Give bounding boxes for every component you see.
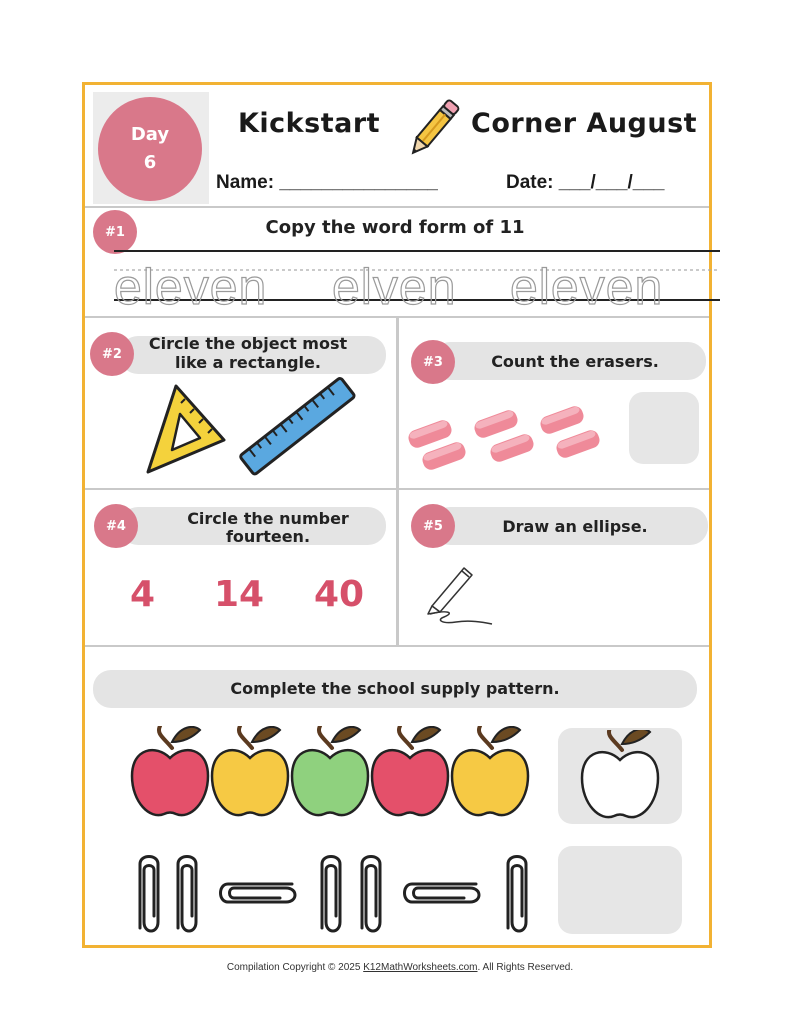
eraser-icon — [406, 418, 454, 450]
q4-prompt-line2: fourteen. — [225, 527, 311, 546]
day-number: 6 — [143, 152, 157, 173]
q3-prompt: Count the erasers. — [491, 352, 659, 371]
q1-badge: #1 — [93, 210, 137, 254]
eraser-icon — [538, 404, 586, 436]
trace-word-2: elven — [332, 259, 457, 315]
paperclip-icon — [178, 857, 196, 932]
pencil-icon — [398, 94, 468, 164]
q6-prompt: Complete the school supply pattern. — [230, 679, 560, 698]
paperclip-icon — [508, 857, 526, 932]
ruler-icon[interactable] — [238, 372, 358, 482]
number-option-4[interactable]: 4 — [130, 574, 156, 615]
paperclip-icon — [221, 884, 296, 902]
apple-green-icon — [292, 726, 368, 815]
copyright-footer — [0, 962, 800, 973]
number-option-14[interactable]: 14 — [214, 574, 265, 615]
date-field[interactable]: Date: ___/___/___ — [506, 172, 665, 193]
q2-prompt-line2: like a rectangle. — [175, 353, 321, 372]
footer-prefix: Compilation Copyright © 2025 — [226, 962, 364, 973]
paperclip-icon — [140, 857, 158, 932]
eraser-icon — [554, 428, 602, 460]
q4-badge: #4 — [94, 504, 138, 548]
apple-red-icon — [132, 726, 208, 815]
q5-prompt: Draw an ellipse. — [502, 517, 648, 536]
trace-word-1: eleven — [114, 259, 268, 315]
divider-vertical — [396, 318, 399, 645]
day-badge — [98, 97, 202, 201]
divider-row3 — [85, 645, 709, 647]
paperclip-icon — [405, 884, 480, 902]
apple-outline-icon — [575, 730, 665, 830]
eraser-icon — [420, 440, 468, 472]
apple-red-icon — [372, 726, 448, 815]
day-label: Day — [130, 124, 170, 145]
erasers-group — [404, 404, 614, 474]
paperclip-icon — [322, 857, 340, 932]
number-option-40[interactable]: 40 — [314, 574, 365, 615]
q2-prompt-line1: Circle the object most — [148, 334, 348, 353]
q1-prompt: Copy the word form of 11 — [265, 217, 525, 238]
eraser-icon — [488, 432, 536, 464]
paperclip-pattern — [130, 846, 550, 946]
q2-badge: #2 — [90, 332, 134, 376]
apple-pattern — [130, 726, 550, 826]
apple-yellow-icon — [452, 726, 528, 815]
paperclip-icon — [362, 857, 380, 932]
apple-yellow-icon — [212, 726, 288, 815]
title-right: Corner August — [471, 108, 698, 139]
title-left: Kickstart — [238, 108, 381, 139]
paperclip-answer-box[interactable] — [558, 846, 682, 934]
divider-header — [85, 206, 709, 208]
q3-answer-box[interactable] — [629, 392, 699, 464]
name-field[interactable]: Name: _______________ — [216, 172, 438, 193]
eraser-icon — [472, 408, 520, 440]
pencil-draw-icon — [422, 562, 502, 632]
footer-link[interactable]: K12MathWorksheets.com — [363, 962, 478, 973]
q3-badge: #3 — [411, 340, 455, 384]
trace-word-3: eleven — [510, 259, 664, 315]
q5-badge: #5 — [411, 504, 455, 548]
footer-suffix: . All Rights Reserved. — [477, 962, 574, 973]
set-square-icon[interactable] — [140, 380, 230, 480]
q4-prompt-line1: Circle the number — [187, 509, 349, 528]
